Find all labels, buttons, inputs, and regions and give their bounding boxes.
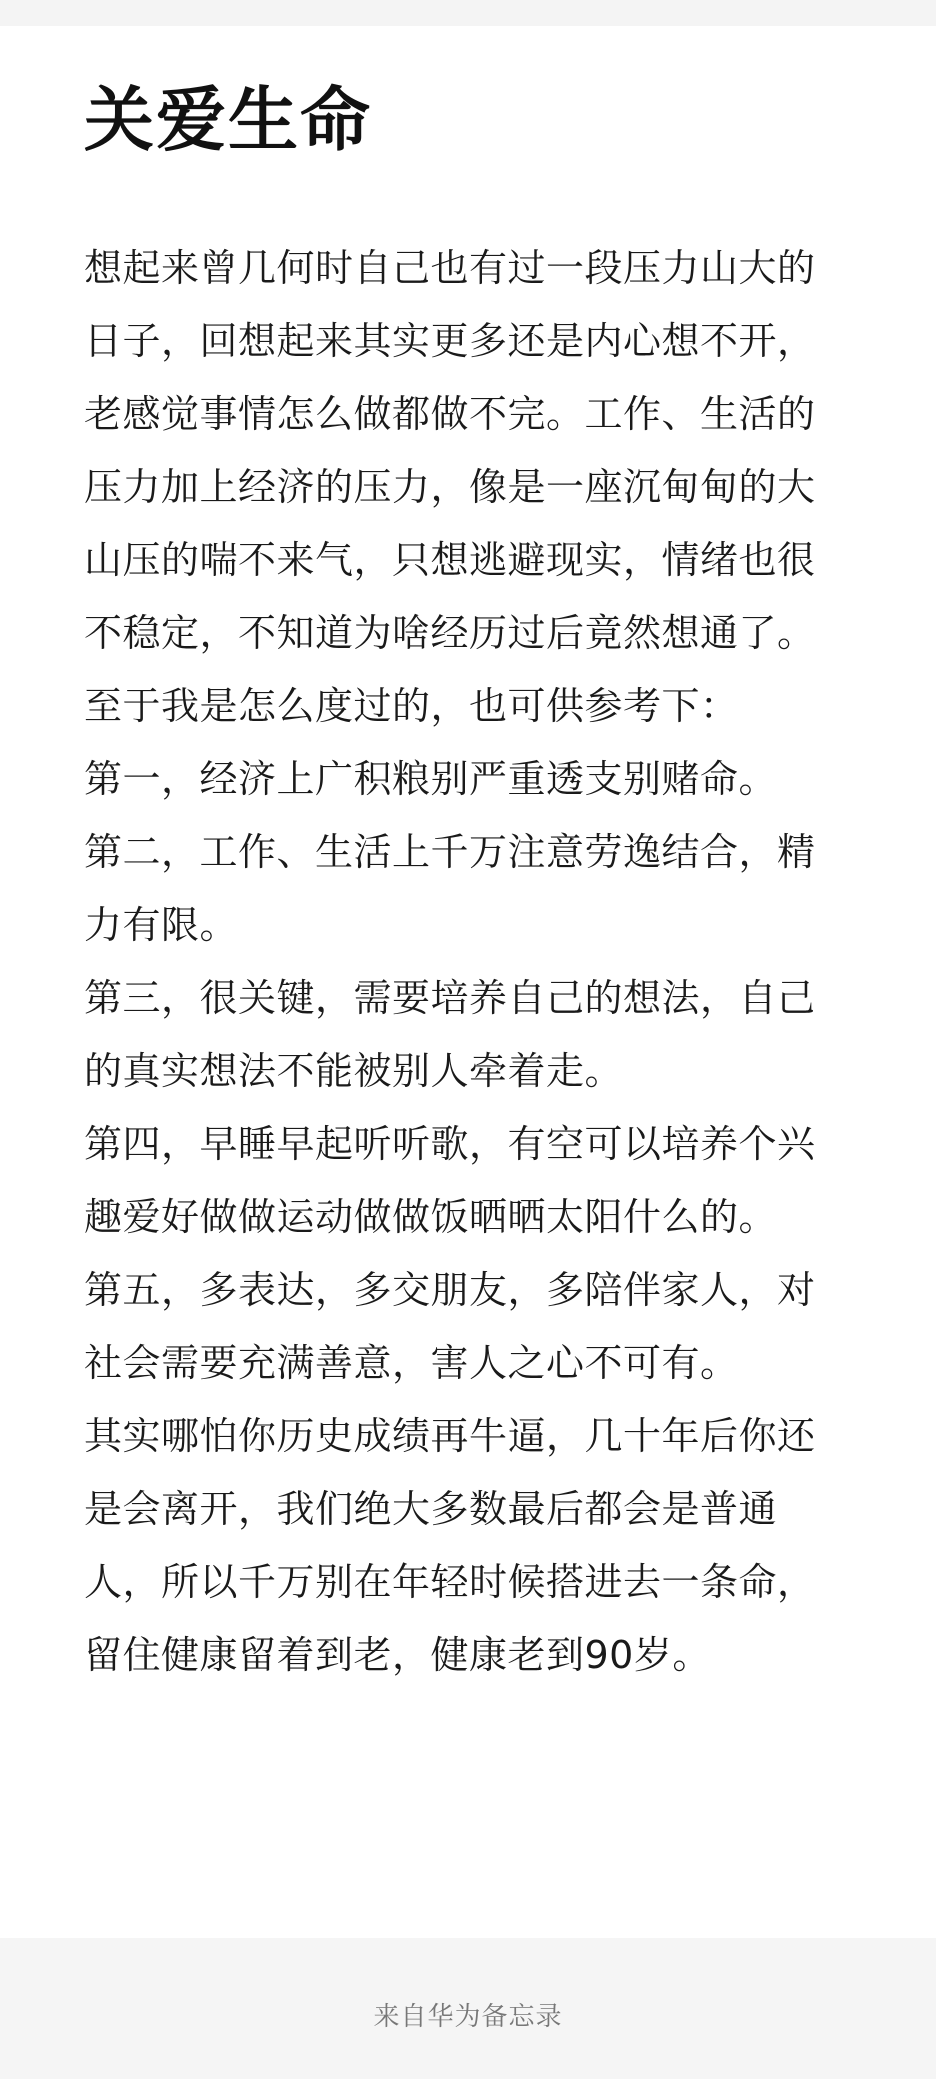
- note-line: 第三，很关键，需要培养自己的想法，自己: [84, 976, 816, 1020]
- note-line: 第四，早睡早起听听歌，有空可以培养个兴: [84, 1122, 816, 1166]
- note-line: 趣爱好做做运动做做饭晒晒太阳什么的。: [84, 1195, 778, 1239]
- note-line: 是会离开，我们绝大多数最后都会是普通: [84, 1487, 778, 1531]
- note-line: 其实哪怕你历史成绩再牛逼，几十年后你还: [84, 1414, 816, 1458]
- note-line: 的真实想法不能被别人牵着走。: [84, 1049, 624, 1093]
- note-line: 日子，回想起来其实更多还是内心想不开，: [84, 319, 816, 363]
- footer: [0, 1938, 936, 2079]
- note-line: 第一，经济上广积粮别严重透支别赌命。: [84, 757, 778, 801]
- note-line: 留住健康留着到老，健康老到90岁。: [84, 1633, 711, 1677]
- note-line: 山压的喘不来气，只想逃避现实，情绪也很: [84, 538, 816, 582]
- note-line: 人，所以千万别在年轻时候搭进去一条命，: [84, 1560, 816, 1604]
- note-line: 社会需要充满善意，害人之心不可有。: [84, 1341, 739, 1385]
- source-label: 来自华为备忘录: [373, 2002, 563, 2032]
- note-body: [84, 232, 854, 1692]
- note-line: 不稳定，不知道为啥经历过后竟然想通了。: [84, 611, 816, 655]
- note-title: 关爱生命: [84, 79, 372, 161]
- note-line: 力有限。: [84, 903, 239, 947]
- note-line: 第五，多表达，多交朋友，多陪伴家人，对: [84, 1268, 816, 1312]
- note-card: [0, 26, 936, 1938]
- note-line: 想起来曾几何时自己也有过一段压力山大的: [84, 246, 816, 290]
- note-line: 第二，工作、生活上千万注意劳逸结合，精: [84, 830, 816, 874]
- top-strip: [0, 0, 936, 26]
- note-line: 至于我是怎么度过的，也可供参考下：: [84, 684, 739, 728]
- note-line: 压力加上经济的压力，像是一座沉甸甸的大: [84, 465, 816, 509]
- note-line: 老感觉事情怎么做都做不完。工作、生活的: [84, 392, 816, 436]
